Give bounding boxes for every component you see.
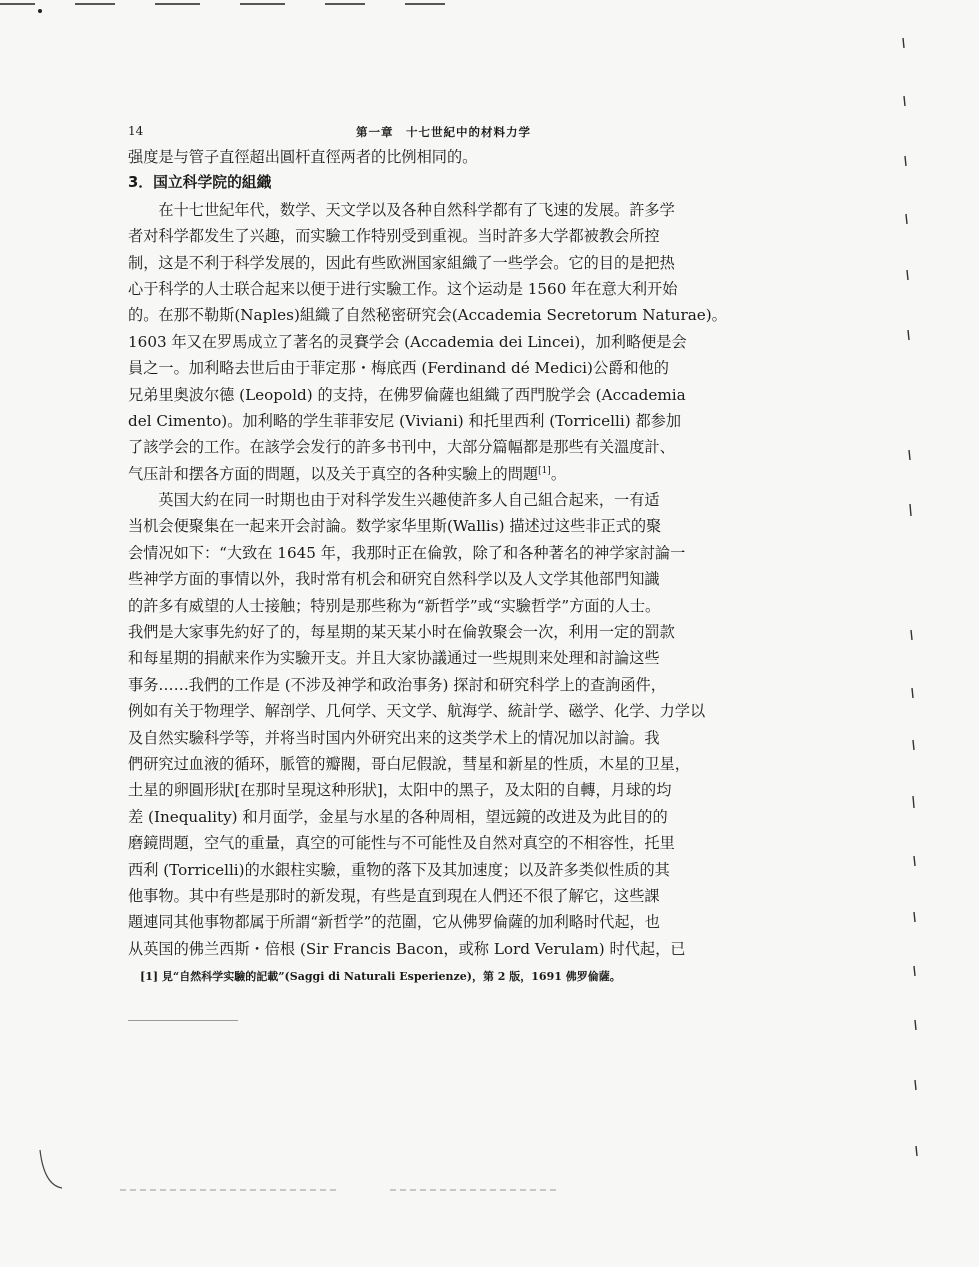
line-text: 制，这是不利于科学发展的，因此有些欧洲国家組織了一些学会。它的目的是把热 [128, 253, 675, 272]
line-text: 及自然实驗科学等，并将当时国内外研究出来的这类学术上的情况加以討論。我 [128, 728, 660, 747]
line-text: 的。在那不勒斯(Naples)組織了自然秘密研究会(Accademia Secretorum Naturae)。 [128, 306, 727, 325]
line-text: 們研究过血液的循环，脈管的瓣閥，哥白尼假說，彗星和新星的性质，木星的卫星， [128, 754, 690, 773]
text-line [128, 936, 788, 962]
line-text: 从英国的佛兰西斯・倍根 (Sir Francis Bacon，或称 Lord Verulam) 时代起，已 [128, 939, 686, 958]
line-text: 我們是大家事先約好了的，每星期的某天某小时在倫敦聚会一次，利用一定的罰款 [128, 623, 675, 642]
line-text: 差 (Inequality) 和月面学，金星与水星的各种周相，望远鏡的改进及为此目的的 [128, 807, 668, 826]
line-text: 磨鏡問題，空气的重量，真空的可能性与不可能性及自然对真空的不相容性，托里 [128, 834, 675, 853]
line-text: 英国大約在同一时期也由于对科学发生兴趣使許多人自己組合起来，一有适 [128, 491, 660, 510]
running-header [128, 122, 788, 144]
text-line [128, 645, 788, 671]
text-line [128, 698, 788, 724]
footnote: [1] 見“自然科学实驗的記載”(Saggi di Naturali Esperienze)，第 2 版，1691 佛罗倫薩。 [140, 970, 621, 984]
text-line [128, 566, 788, 592]
text-line [128, 751, 788, 777]
line-text: 气压計和摆各方面的問題，以及关于真空的各种实驗上的問題 [128, 464, 539, 483]
chapter-title: 第一章 十七世紀中的材料力学 [356, 125, 531, 139]
body-text [128, 144, 788, 962]
text-line [128, 909, 788, 935]
text-line [128, 223, 788, 249]
line-text: 和每星期的捐献来作为实驗开支。并且大家协議通过一些規則来处理和討論这些 [128, 649, 660, 668]
footnote-rule [128, 1020, 238, 1021]
line-text: 者对科学都发生了兴趣，而实驗工作特别受到重视。当时許多大学都被教会所控 [128, 227, 660, 246]
text-line [128, 725, 788, 751]
line-text: 了該学会的工作。在該学会发行的許多书刊中，大部分篇幅都是那些有关溫度計、 [128, 438, 675, 457]
text-line [128, 461, 788, 487]
footnote-ref[interactable]: [1] [538, 465, 551, 476]
line-text: 1603 年又在罗馬成立了著名的灵賽学会 (Accademia dei Lincei)，加利略便是会 [128, 332, 687, 351]
text-line [128, 382, 788, 408]
line-text: 西利 (Torricelli)的水銀柱实驗，重物的落下及其加速度；以及許多类似性质的其 [128, 860, 670, 879]
line-text: 題連同其他事物都属于所謂“新哲学”的范圍，它从佛罗倫薩的加利略时代起，也 [128, 913, 660, 932]
page-number: 14 [128, 124, 144, 138]
line-text-tail: 。 [550, 464, 566, 483]
line-text: 例如有关于物理学、解剖学、几何学、天文学、航海学、統計学、磁学、化学、力学以 [128, 702, 706, 721]
line-text: 員之一。加利略去世后由于菲定那・梅底西 (Ferdinand dé Medici)公爵和他的 [128, 359, 669, 378]
text-line [128, 540, 788, 566]
line-text: 土星的卵圓形狀[在那时呈現这种形狀]，太阳中的黑子，及太阳的自轉，月球的均 [128, 781, 672, 800]
text-line [128, 857, 788, 883]
line-text: 他事物。其中有些是那时的新发現，有些是直到現在人們还不很了解它，这些課 [128, 886, 660, 905]
line-text: 当机会便聚集在一起来开会討論。数学家华里斯(Wallis) 描述过这些非正式的聚 [128, 517, 662, 536]
text-line [128, 883, 788, 909]
text-line [128, 513, 788, 539]
line-text: 强度是与管子直徑超出圓杆直徑两者的比例相同的。 [128, 148, 478, 166]
text-line [128, 434, 788, 460]
line-text: 的許多有威望的人士接触；特别是那些称为“新哲学”或“实驗哲学”方面的人士。 [128, 596, 661, 615]
text-line [128, 250, 788, 276]
line-text: del Cimento)。加利略的学生菲菲安尼 (Viviani) 和托里西利 (Torricelli) 都参加 [128, 411, 682, 430]
text-line [128, 619, 788, 645]
text-line [128, 672, 788, 698]
page-content [128, 122, 788, 986]
text-line [128, 144, 788, 170]
text-line [128, 487, 788, 513]
line-text: 心于科学的人士联合起来以便于进行实驗工作。这个运动是 1560 年在意大利开始 [128, 279, 678, 298]
line-text: 些神学方面的事情以外，我时常有机会和研究自然科学以及人文学其他部門知識 [128, 570, 660, 589]
text-line [128, 830, 788, 856]
text-line [128, 302, 788, 328]
text-line [128, 804, 788, 830]
text-line [128, 329, 788, 355]
text-line [128, 408, 788, 434]
text-line [128, 593, 788, 619]
line-text: 会情况如下：“大致在 1645 年，我那时正在倫敦，除了和各种著名的神学家討論一 [128, 543, 686, 562]
text-line [128, 777, 788, 803]
line-text: 兄弟里奥波尔德 (Leopold) 的支持，在佛罗倫薩也組織了西門脫学会 (Accademia [128, 385, 686, 404]
line-text: 事务……我們的工作是 (不涉及神学和政治事务) 探討和研究科学上的查詢函件， [128, 675, 666, 694]
text-line [128, 197, 788, 223]
text-line [128, 276, 788, 302]
line-text: 3．国立科学院的組織 [128, 174, 272, 192]
section-heading [128, 170, 788, 196]
line-text: 在十七世紀年代，数学、天文学以及各种自然科学都有了飞速的发展。許多学 [128, 200, 675, 219]
text-line [128, 355, 788, 381]
